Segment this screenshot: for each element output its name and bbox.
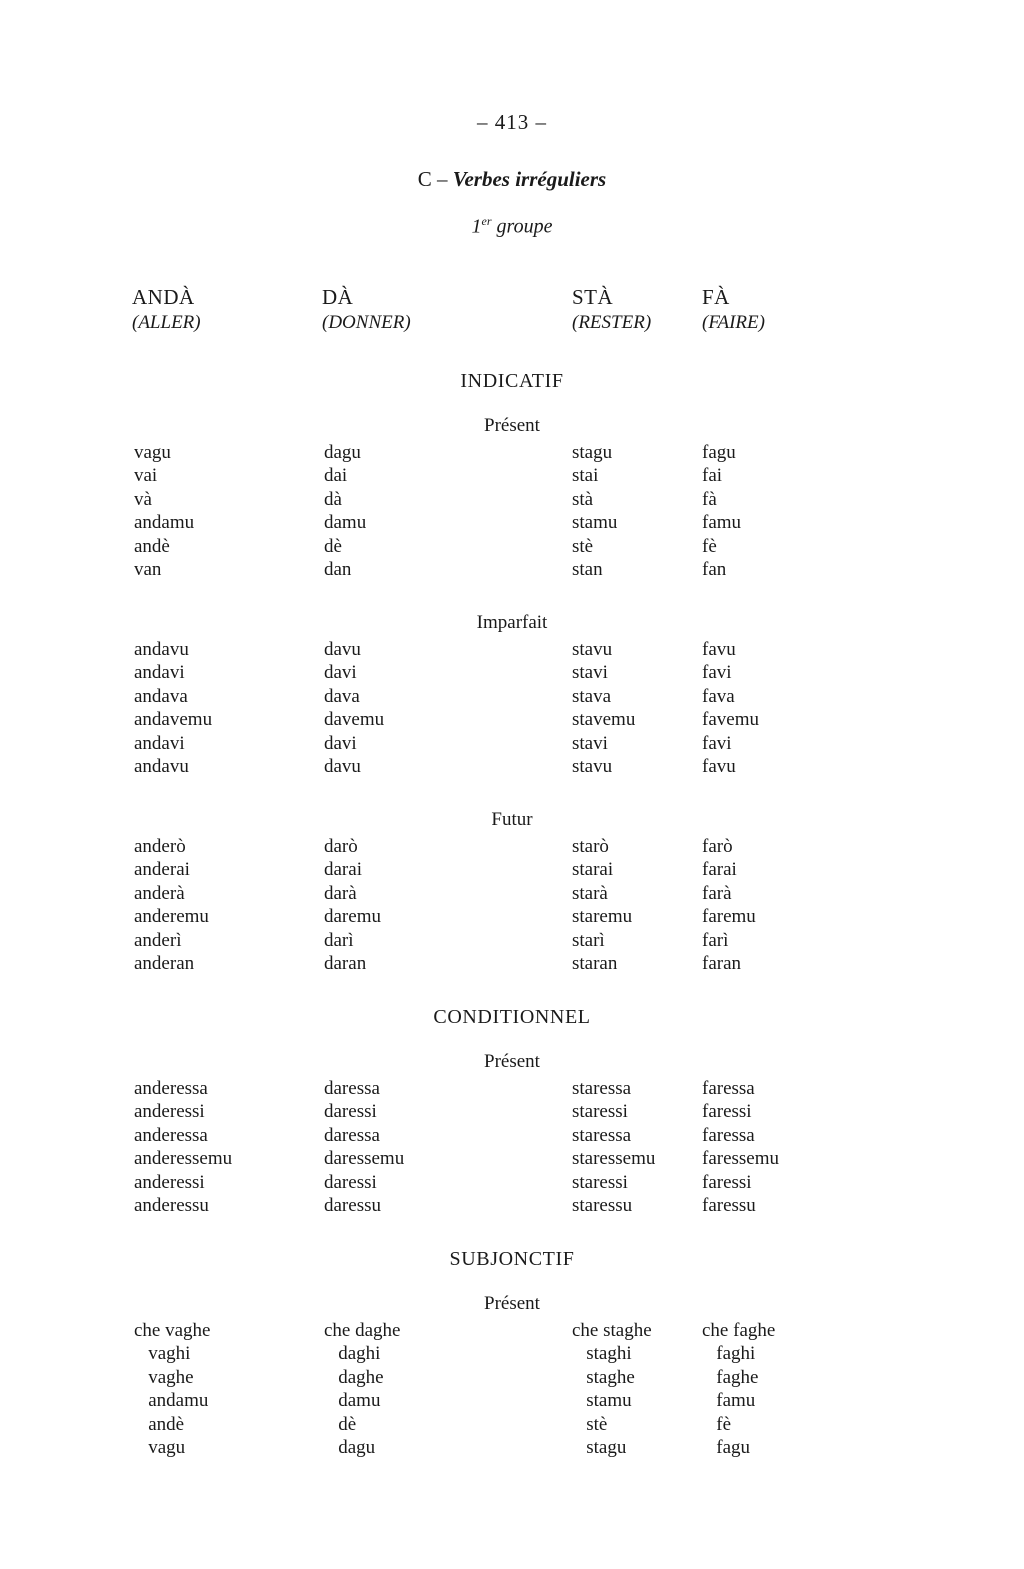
table-cell: famu <box>702 512 742 534</box>
verb-infinitive: DÀ <box>322 284 354 309</box>
table-cell: anderessu <box>134 1195 209 1217</box>
table-cell: staressemu <box>572 1148 656 1170</box>
table-cell: vaghe <box>134 1366 194 1388</box>
table-cell: che faghe <box>702 1319 776 1341</box>
table-cell: starò <box>572 835 609 857</box>
table-cell: fè <box>702 535 717 557</box>
table-cell: famu <box>702 1390 756 1412</box>
table-cell: daressa <box>324 1124 380 1146</box>
table-cell: stamu <box>572 1390 632 1412</box>
table-cell: dà <box>324 488 342 510</box>
verb-infinitive: ANDÀ <box>132 284 195 309</box>
table-cell: anderai <box>134 859 190 881</box>
table-cell: favi <box>702 662 732 684</box>
table-cell: faressu <box>702 1195 756 1217</box>
table-cell: staghi <box>572 1343 632 1365</box>
table-cell: fè <box>702 1413 732 1435</box>
table-cell: davu <box>324 756 361 778</box>
table-cell: darò <box>324 835 358 857</box>
table-cell: staressu <box>572 1195 633 1217</box>
table-cell: vagu <box>134 441 171 463</box>
table-cell: anderessi <box>134 1101 205 1123</box>
table-cell: darì <box>324 929 354 951</box>
table-cell: anderessemu <box>134 1148 233 1170</box>
verb-heading-fa <box>702 285 892 340</box>
table-cell: stavi <box>572 662 608 684</box>
table-cell: và <box>134 488 152 510</box>
table-cell: anderò <box>134 835 186 857</box>
table-cell: faressa <box>702 1124 755 1146</box>
table-cell: andamu <box>134 1390 209 1412</box>
table-cell: farì <box>702 929 729 951</box>
table-cell: fagu <box>702 441 736 463</box>
table-cell: andamu <box>134 512 195 534</box>
section-title: Verbes irréguliers <box>452 167 607 191</box>
table-cell: andavu <box>134 756 189 778</box>
tense-present-conditionnel: Présent <box>484 1050 540 1072</box>
table-cell: staressi <box>572 1101 628 1123</box>
table-cell: dai <box>324 465 348 487</box>
mood-conditionnel: CONDITIONNEL <box>433 1005 591 1028</box>
table-cell: daghi <box>324 1343 381 1365</box>
table-cell: farò <box>702 835 733 857</box>
table-cell: fava <box>702 685 735 707</box>
table-cell: fagu <box>702 1437 751 1459</box>
table-cell: favi <box>702 732 732 754</box>
table-cell: davi <box>324 662 357 684</box>
table-cell: stan <box>572 559 603 581</box>
table-cell: davu <box>324 638 361 660</box>
table-cell: dan <box>324 559 352 581</box>
table-cell: andavemu <box>134 709 213 731</box>
table-cell: daran <box>324 953 367 975</box>
table-cell: stavi <box>572 732 608 754</box>
table-cell: stà <box>572 488 594 510</box>
table-cell: andavi <box>134 732 185 754</box>
table-cell: fà <box>702 488 717 510</box>
table-cell: stava <box>572 685 612 707</box>
table-conditionnel-present <box>0 1077 1024 1218</box>
verb-infinitive: FÀ <box>702 284 730 309</box>
tense-present-subjonctif: Présent <box>484 1292 540 1314</box>
table-cell: fai <box>702 465 723 487</box>
table-cell: stavemu <box>572 709 636 731</box>
table-cell: stagu <box>572 441 613 463</box>
table-cell: anderessa <box>134 1124 208 1146</box>
table-cell: farà <box>702 882 732 904</box>
table-cell: farai <box>702 859 737 881</box>
verb-heading-da <box>322 285 512 340</box>
table-subjonctif-present <box>0 1319 1024 1460</box>
table-cell: darà <box>324 882 357 904</box>
table-cell: starai <box>572 859 614 881</box>
page-number: – 413 – <box>477 110 547 134</box>
table-indicatif-imparfait <box>0 638 1024 779</box>
verb-gloss: (ALLER) <box>132 311 201 333</box>
group-number: 1 <box>471 215 482 238</box>
table-cell: andè <box>134 1413 185 1435</box>
mood-subjonctif: SUBJONCTIF <box>449 1247 575 1270</box>
section-letter: C <box>417 167 432 191</box>
table-cell: davi <box>324 732 357 754</box>
table-cell: dagu <box>324 1437 376 1459</box>
mood-indicatif: INDICATIF <box>460 369 564 392</box>
table-cell: daghe <box>324 1366 384 1388</box>
table-cell: stavu <box>572 638 613 660</box>
table-cell: darai <box>324 859 362 881</box>
table-cell: andava <box>134 685 188 707</box>
table-cell: stavu <box>572 756 613 778</box>
table-cell: faghi <box>702 1343 756 1365</box>
table-cell: favu <box>702 756 736 778</box>
table-cell: dava <box>324 685 360 707</box>
table-cell: staressa <box>572 1124 632 1146</box>
table-cell: dè <box>324 1413 357 1435</box>
table-indicatif-futur <box>0 835 1024 976</box>
table-cell: daressi <box>324 1101 377 1123</box>
table-cell: anderà <box>134 882 185 904</box>
verb-heading-sta <box>512 285 702 340</box>
table-cell: damu <box>324 512 367 534</box>
table-cell: daressa <box>324 1077 380 1099</box>
table-cell: favu <box>702 638 736 660</box>
verb-gloss: (DONNER) <box>322 311 411 333</box>
table-cell: stè <box>572 1413 608 1435</box>
table-cell: damu <box>324 1390 381 1412</box>
group-heading <box>0 214 1024 239</box>
tense-present-indicatif: Présent <box>484 414 540 436</box>
table-cell: faressemu <box>702 1148 780 1170</box>
table-cell: davemu <box>324 709 385 731</box>
table-cell: vagu <box>134 1437 186 1459</box>
table-cell: faressi <box>702 1101 752 1123</box>
table-cell: dè <box>324 535 342 557</box>
table-indicatif-present <box>0 441 1024 582</box>
table-cell: anderessi <box>134 1171 205 1193</box>
table-cell: stai <box>572 465 599 487</box>
table-cell: che staghe <box>572 1319 652 1341</box>
table-cell: faremu <box>702 906 756 928</box>
table-cell: anderì <box>134 929 182 951</box>
verb-gloss: (RESTER) <box>572 311 652 333</box>
table-cell: andavu <box>134 638 189 660</box>
section-dash: – <box>437 167 448 191</box>
table-cell: faressa <box>702 1077 755 1099</box>
table-cell: staran <box>572 953 618 975</box>
table-cell: van <box>134 559 162 581</box>
table-cell: anderemu <box>134 906 209 928</box>
table-cell: staressi <box>572 1171 628 1193</box>
table-cell: faghe <box>702 1366 759 1388</box>
table-cell: staremu <box>572 906 633 928</box>
verb-heading-anda <box>132 285 322 340</box>
table-cell: stè <box>572 535 594 557</box>
tense-futur: Futur <box>491 808 533 830</box>
table-cell: faressi <box>702 1171 752 1193</box>
table-cell: daremu <box>324 906 381 928</box>
table-cell: che daghe <box>324 1319 401 1341</box>
table-cell: vai <box>134 465 158 487</box>
table-cell: starà <box>572 882 608 904</box>
table-cell: vaghi <box>134 1343 191 1365</box>
table-cell: stamu <box>572 512 618 534</box>
table-cell: andè <box>134 535 170 557</box>
section-heading <box>0 167 1024 192</box>
table-cell: che vaghe <box>134 1319 211 1341</box>
group-ordinal-suffix: er <box>481 214 492 228</box>
table-cell: dagu <box>324 441 361 463</box>
table-cell: starì <box>572 929 605 951</box>
group-label: groupe <box>496 215 553 238</box>
table-cell: stagu <box>572 1437 627 1459</box>
table-cell: staghe <box>572 1366 635 1388</box>
table-cell: favemu <box>702 709 759 731</box>
table-cell: fan <box>702 559 727 581</box>
table-cell: daressu <box>324 1195 381 1217</box>
verb-heading-row <box>0 285 1024 340</box>
table-cell: anderan <box>134 953 195 975</box>
verb-infinitive: STÀ <box>572 284 614 309</box>
tense-imparfait: Imparfait <box>476 611 548 633</box>
table-cell: faran <box>702 953 742 975</box>
table-cell: staressa <box>572 1077 632 1099</box>
table-cell: anderessa <box>134 1077 208 1099</box>
verb-gloss: (FAIRE) <box>702 311 765 333</box>
table-cell: daressi <box>324 1171 377 1193</box>
table-cell: andavi <box>134 662 185 684</box>
table-cell: daressemu <box>324 1148 405 1170</box>
